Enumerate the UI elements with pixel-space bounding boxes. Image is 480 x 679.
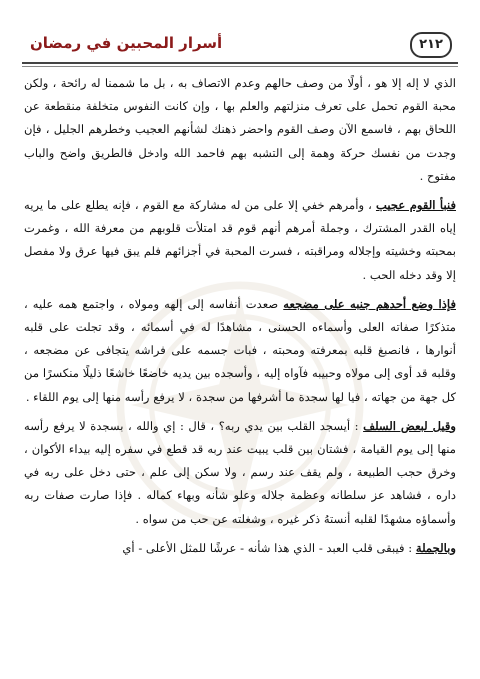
header-rule-thin [22, 66, 458, 67]
page-number: ٢١٢ [410, 32, 452, 58]
paragraph-lead: وبالجملة [415, 540, 456, 555]
paragraph-text: : أيسجد القلب بين يدي ربه؟ ، قال : إي والله ، بسجدة لا يرفع رأسه منها إلى يوم القيامة ، فشتان بين قلب يبيت عند ربه قد قطع في سفره إليه بيداء الأكوان ، وخرق حجب الطبيعة ، ولم يقف عند رسم ، ولا سكن إلى علم ، حتى دخل على ربه في داره ، فشاهد عز سلطانه وعظمة جلاله وعلو شأنه وبهاء كماله . فإذا صارت صفات ربه وأسماؤه مشهدًا لقلبه أنستهُ ذكر غيره ، وشغلته عن حب من سواه . [24, 418, 456, 526]
body-text [24, 72, 456, 671]
book-title: أسرار المحبين في رمضان [30, 34, 223, 52]
paragraph [24, 293, 456, 409]
page-header [22, 24, 458, 70]
paragraph-text: ، وأمرهم خفي إلا على من له مشاركة مع القوم ، فإنه يطلع على ما يريه إياه القدر المشترك ، وجملة أمرهم أنهم قوم قد امتلأت قلوبهم من معرفة الله ، وغمرت بمحبته وخشيته وإجلاله ومراقبته ، فسرت المحبة في أجزائهم فلم يبق فيها عرق ولا مفصل إلا وقد دخله الحب . [24, 198, 456, 282]
paragraph-lead: فإذا وضع أحدهم جنبه على مضجعه [283, 296, 456, 311]
paragraph [24, 537, 456, 560]
paragraph [24, 72, 456, 188]
paragraph-text: الذي لا إله إلا هو ، أولًا من وصف حالهم وعدم الاتصاف به ، بل ما شممنا له رائحة ، ولكن محبة القوم تحمل على تعرف منزلتهم والعلم بها ، وإن كانت النفوس متخلفة منقطعة عن اللحاق بهم ، فاسمع الآن وصف القوم واحضر ذهنك لشأنهم العجيب وخطرهم الجليل ، فإن وجدت من نفسك حركة وهمة إلى التشبه بهم فاحمد الله وادخل فالطريق واضح والباب مفتوح . [24, 76, 456, 183]
paragraph-lead: وقيل لبعض السلف [363, 418, 457, 433]
header-rule [22, 62, 458, 64]
paragraph [24, 194, 456, 287]
paragraph-text: : فيبقى قلب العبد - الذي هذا شأنه - عرشًا للمثل الأعلى - أي [122, 540, 413, 555]
paragraph [24, 415, 456, 531]
paragraph-lead: فنبأ القوم عجيب [375, 198, 456, 213]
paragraph-text: صعدت أنفاسه إلى إلهه ومولاه ، واجتمع همه عليه ، متذكرًا صفاته العلى وأسماءه الحسنى ، مشاهدًا له في أسمائه ، وقد تجلت على قلبه أنوارها ، فانصبغ قلبه بمعرفته ومحبته ، فبات جسمه على فراشه يتجافى عن مضجعه ، وقلبه قد أوى إلى مولاه وحبيبه فآواه إليه ، وأسجده بين يديه خاضعًا خاشعًا ذليلًا منكسرًا من كل جهة من جهاته ، فيا لها سجدة ما أشرفها من سجدة ، لا يرفع رأسه منها إلى يوم اللقاء . [24, 296, 456, 404]
